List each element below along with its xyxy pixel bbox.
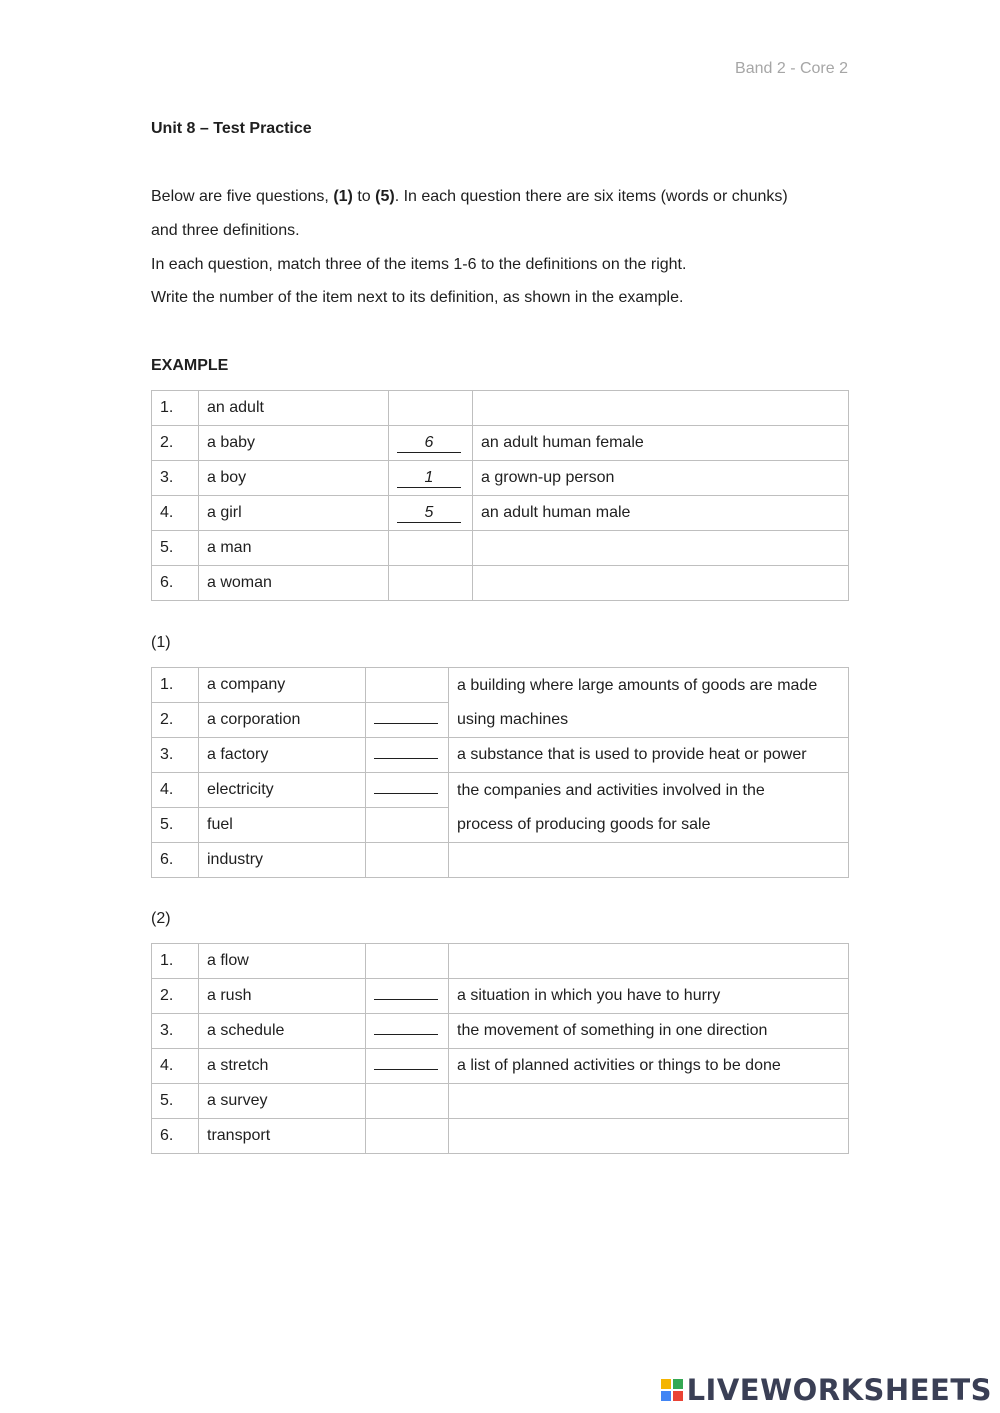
definition xyxy=(449,668,849,738)
item-word: industry xyxy=(199,843,366,878)
logo-icon xyxy=(661,1379,683,1401)
table-row xyxy=(152,1049,849,1084)
definition-cell xyxy=(473,531,849,566)
answer-cell xyxy=(389,426,473,461)
definition: a grown-up person xyxy=(473,461,849,496)
answer-blank[interactable] xyxy=(374,705,438,724)
logo-text: LIVEWORKSHEETS xyxy=(686,1373,992,1407)
answer-cell xyxy=(366,1084,449,1119)
answer-cell xyxy=(389,566,473,601)
example-answer: 5 xyxy=(397,504,461,523)
answer-cell xyxy=(366,843,449,878)
definition-line: using machines xyxy=(457,710,569,728)
table-row xyxy=(152,531,849,566)
answer-blank[interactable] xyxy=(374,1016,438,1035)
table-row xyxy=(152,1014,849,1049)
question-1-label: (1) xyxy=(151,634,171,651)
table-row xyxy=(152,773,849,808)
instructions-line-1 xyxy=(151,180,851,214)
item-word: transport xyxy=(199,1119,366,1154)
item-number: 6. xyxy=(152,566,199,601)
answer-cell xyxy=(366,808,449,843)
definition-line: a building where large amounts of goods are made xyxy=(457,676,818,694)
item-word: a flow xyxy=(199,944,366,979)
instructions-line-3: In each question, match three of the items 1-6 to the definitions on the right. xyxy=(151,256,687,273)
instr-bold: (5) xyxy=(375,188,395,205)
item-word: a woman xyxy=(199,566,389,601)
definition-line: process of producing goods for sale xyxy=(457,815,711,833)
item-number: 1. xyxy=(152,944,199,979)
item-number: 4. xyxy=(152,773,199,808)
table-row xyxy=(152,1084,849,1119)
item-number: 2. xyxy=(152,426,199,461)
item-word: electricity xyxy=(199,773,366,808)
item-number: 3. xyxy=(152,461,199,496)
item-number: 2. xyxy=(152,979,199,1014)
instructions-line-4: Write the number of the item next to its definition, as shown in the example. xyxy=(151,289,684,306)
answer-cell xyxy=(366,668,449,703)
definition-cell xyxy=(449,1084,849,1119)
definition: an adult human female xyxy=(473,426,849,461)
item-word: a company xyxy=(199,668,366,703)
question-1-table xyxy=(151,667,849,878)
answer-blank-cell[interactable] xyxy=(366,738,449,773)
table-row xyxy=(152,1119,849,1154)
table-row xyxy=(152,979,849,1014)
table-row xyxy=(152,496,849,531)
answer-cell xyxy=(366,944,449,979)
definition-line: the companies and activities involved in the xyxy=(457,781,765,799)
item-number: 5. xyxy=(152,808,199,843)
item-number: 6. xyxy=(152,843,199,878)
item-word: a girl xyxy=(199,496,389,531)
example-table xyxy=(151,390,849,601)
definition: an adult human male xyxy=(473,496,849,531)
page-title: Unit 8 – Test Practice xyxy=(151,120,312,137)
table-row xyxy=(152,738,849,773)
definition: a substance that is used to provide heat or power xyxy=(449,738,849,773)
table-row xyxy=(152,566,849,601)
answer-cell xyxy=(389,461,473,496)
item-word: a rush xyxy=(199,979,366,1014)
item-word: a corporation xyxy=(199,703,366,738)
question-2-label: (2) xyxy=(151,910,171,927)
instructions-line-2: and three definitions. xyxy=(151,222,300,239)
table-row xyxy=(152,944,849,979)
item-word: an adult xyxy=(199,391,389,426)
definition: the movement of something in one direction xyxy=(449,1014,849,1049)
answer-blank-cell[interactable] xyxy=(366,773,449,808)
table-row xyxy=(152,668,849,703)
answer-blank-cell[interactable] xyxy=(366,979,449,1014)
question-2-table xyxy=(151,943,849,1154)
answer-blank[interactable] xyxy=(374,981,438,1000)
example-label: EXAMPLE xyxy=(151,357,229,374)
item-word: a factory xyxy=(199,738,366,773)
answer-cell xyxy=(389,531,473,566)
header-band: Band 2 - Core 2 xyxy=(735,60,848,77)
answer-cell xyxy=(366,1119,449,1154)
item-word: a man xyxy=(199,531,389,566)
answer-blank[interactable] xyxy=(374,1051,438,1070)
instr-text: to xyxy=(352,188,376,205)
answer-blank-cell[interactable] xyxy=(366,703,449,738)
item-number: 3. xyxy=(152,1014,199,1049)
item-number: 5. xyxy=(152,531,199,566)
table-row xyxy=(152,843,849,878)
item-number: 4. xyxy=(152,496,199,531)
answer-blank-cell[interactable] xyxy=(366,1049,449,1084)
definition: a situation in which you have to hurry xyxy=(449,979,849,1014)
definition-cell xyxy=(449,944,849,979)
answer-blank[interactable] xyxy=(374,740,438,759)
answer-cell xyxy=(389,496,473,531)
table-row xyxy=(152,461,849,496)
item-word: fuel xyxy=(199,808,366,843)
item-word: a survey xyxy=(199,1084,366,1119)
definition-cell xyxy=(473,391,849,426)
item-number: 3. xyxy=(152,738,199,773)
instr-text: Below are five questions, xyxy=(151,188,334,205)
definition-cell xyxy=(449,843,849,878)
item-number: 2. xyxy=(152,703,199,738)
example-answer: 6 xyxy=(397,434,461,453)
definition xyxy=(449,773,849,843)
definition: a list of planned activities or things to be done xyxy=(449,1049,849,1084)
item-number: 5. xyxy=(152,1084,199,1119)
example-answer: 1 xyxy=(397,469,461,488)
item-number: 6. xyxy=(152,1119,199,1154)
instr-text: . In each question there are six items (words or chunks) xyxy=(394,188,788,205)
item-word: a schedule xyxy=(199,1014,366,1049)
item-number: 1. xyxy=(152,391,199,426)
liveworksheets-logo xyxy=(661,1373,992,1407)
answer-blank[interactable] xyxy=(374,775,438,794)
item-number: 1. xyxy=(152,668,199,703)
item-word: a boy xyxy=(199,461,389,496)
table-row xyxy=(152,391,849,426)
item-word: a baby xyxy=(199,426,389,461)
definition-cell xyxy=(473,566,849,601)
table-row xyxy=(152,426,849,461)
answer-blank-cell[interactable] xyxy=(366,1014,449,1049)
answer-cell xyxy=(389,391,473,426)
item-word: a stretch xyxy=(199,1049,366,1084)
instr-bold: (1) xyxy=(333,188,353,205)
definition-cell xyxy=(449,1119,849,1154)
item-number: 4. xyxy=(152,1049,199,1084)
